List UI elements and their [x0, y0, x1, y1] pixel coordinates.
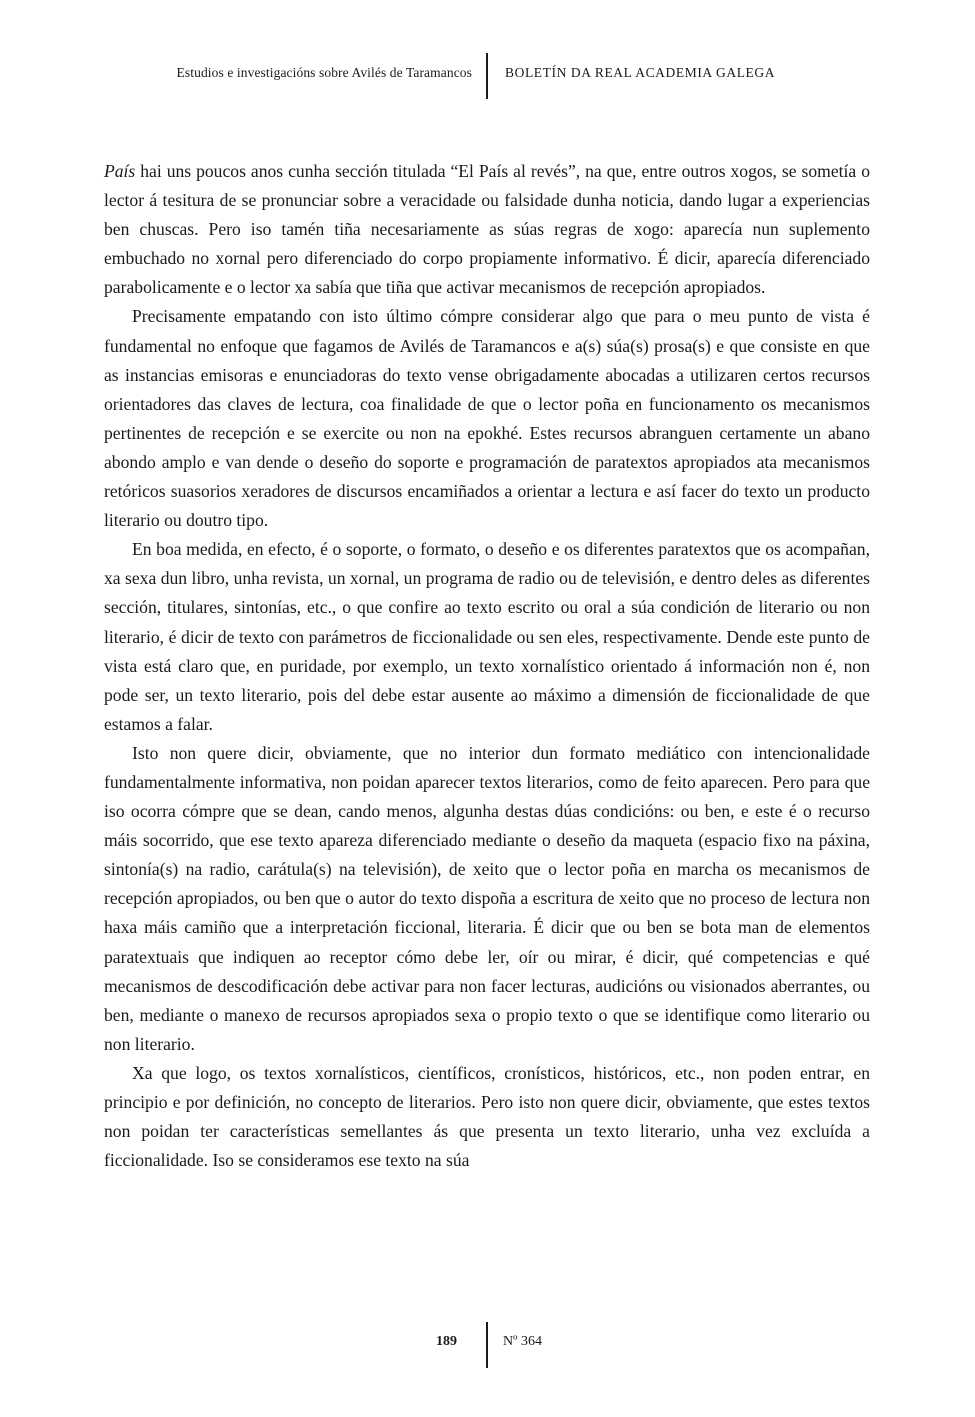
paragraph-5: Xa que logo, os textos xornalísticos, científicos, cronísticos, históricos, etc., non poden entrar, en principio e por definición, no concepto de literarios. Pero isto non quere dicir, obviamente, que estes textos non poidan ter características semellantes ás que presenta un texto literario, unha vez excluída a ficcionalidade. Iso se consideramos ese texto na súa — [104, 1062, 870, 1171]
paragraph-3: En boa medida, en efecto, é o soporte, o formato, o deseño e os diferentes paratextos que os acompañan, xa sexa dun libro, unha revista, un xornal, un programa de radio ou de televisión, e dentro deles as diferentes sección, titulares, sintonías, etc., o que confire ao texto escrito ou oral a súa condición de literario ou non literario, é dicir de texto con parámetros de ficcionalidade ou sen eles, respectivamente. Dende este punto de vista está claro que, en puridade, por exemplo, un texto xornalístico orientado á información non é, non pode ser, un texto literario, pois del debe estar ausente ao máximo a dimensión de ficcionalidade de que estamos a falar. — [104, 539, 870, 734]
paragraph-4: Isto non quere dicir, obviamente, que no interior dun formato mediático con intencionalidade fundamentalmente informativa, non poidan aparecer textos literarios, como de feito aparecen. Pero para que iso ocorra cómpre que se dean, cando menos, algunha destas dúas condicións: ou ben, e este é o recurso máis socorrido, que ese texto apareza diferenciado mediante o deseño da maqueta (espacio fixo na páxina, sintonía(s) na radio, carátula(s) na televisión), de xeito que o lector poña en marcha os mecanismos de recepción apropiados, ou ben que o autor do texto dispoña a escritura de xeito que no proceso de lectura non haxa máis camiño que a interpretación ficcional, literaria. É dicir que ou ben se bota man de elementos paratextuais que indiquen ao receptor cómo debe ler, oír ou mirar, é dicir, qué competencias e qué mecanismos de descodificación debe activar para non facer lecturas, audicións ou visionados aberrantes, ou ben, mediante o manexo de recursos apropiados sexa o propio texto o que se identifique como literario ou non literario. — [104, 742, 870, 1054]
header-divider — [486, 53, 488, 99]
paragraph-1 — [104, 157, 870, 302]
running-header — [0, 53, 975, 99]
italic-lead-word: País — [104, 161, 136, 181]
issue-number: Nº 364 — [503, 1334, 542, 1349]
header-journal-title: BOLETÍN DA REAL ACADEMIA GALEGA — [505, 65, 776, 80]
footer-divider — [486, 1322, 488, 1368]
body-text — [104, 157, 870, 1175]
header-section-title: Estudios e investigacións sobre Avilés de Taramancos — [176, 65, 472, 80]
paragraph-1-text: hai uns poucos anos cunha sección titulada “El País al revés”, na que, entre outros xogos, se sometía o lector á tesitura de se pronunciar sobre a veracidade ou falsidade dunha noticia, dando lugar a experiencias ben chuscas. Pero iso tamén tiña necesariamente as súas regras de xogo: aparecía nun suplemento embuchado no xornal pero diferenciado do corpo propiamente informativo. É dicir, aparecía diferenciado parabolicamente e o lector xa sabía que tiña que activar mecanismos de recepción apropiados. — [104, 161, 870, 298]
paragraph-2: Precisamente empatando con isto último cómpre considerar algo que para o meu punto de vista é fundamental no enfoque que fagamos de Avilés de Taramancos e a(s) súa(s) prosa(s) e que consiste en que as instancias emisoras e enunciadoras do texto vense obrigadamente abocadas a utilizaren certos recursos orientadores das claves de lectura, coa finalidade de que o lector poña en funcionamento os mecanismos pertinentes de recepción e se exercite ou non na epokhé. Estes recursos abranguen certamente un abano abondo amplo e van dende o deseño do soporte e programación de paratextos apropiados ata mecanismos retóricos suasorios xeradores de discursos encamiñados a orientar a lectura e así facer do texto un producto literario ou doutro tipo. — [104, 306, 870, 531]
page-number: 189 — [436, 1334, 457, 1349]
running-footer — [0, 1322, 975, 1368]
